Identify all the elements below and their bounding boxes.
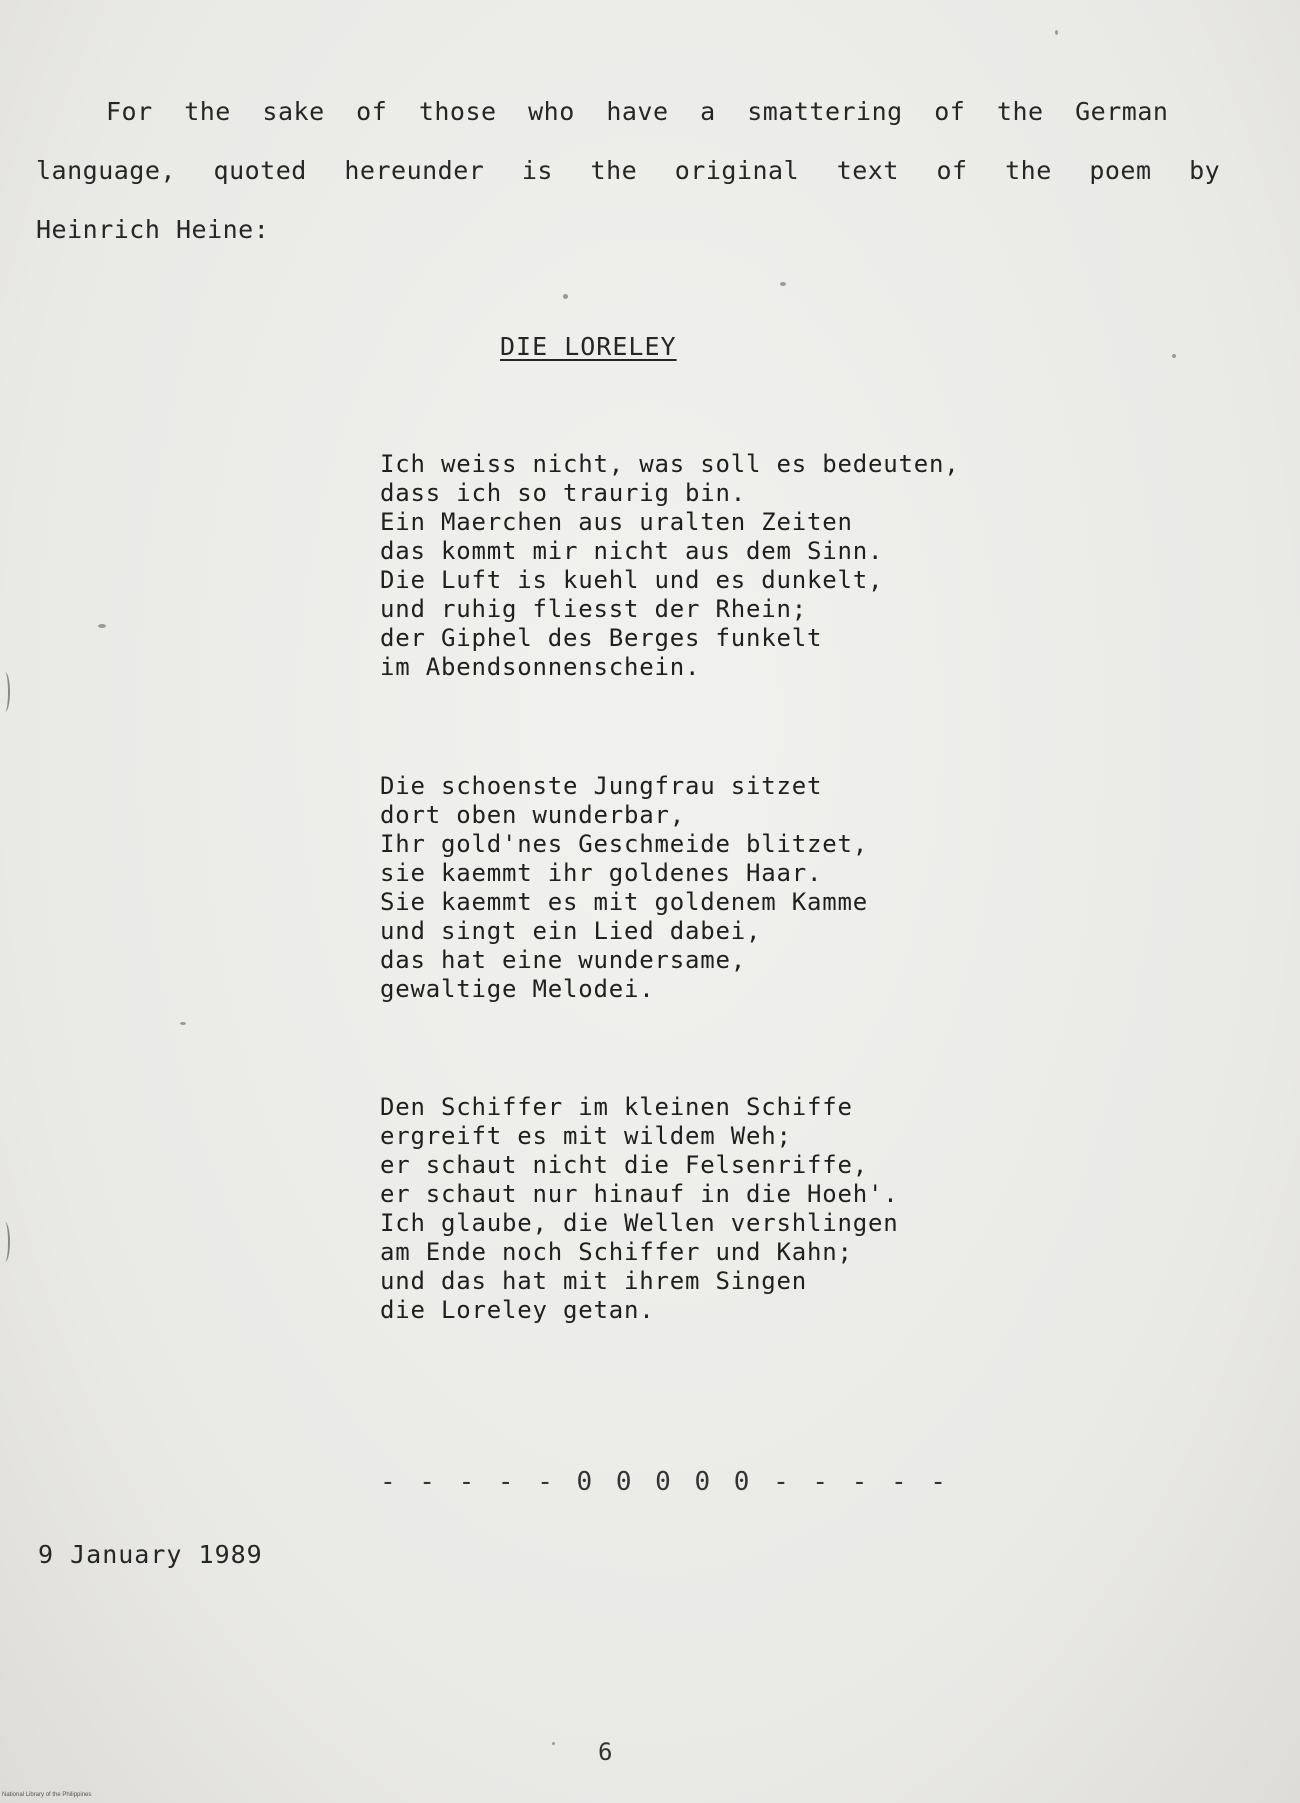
document-date: 9 January 1989 — [38, 1540, 263, 1569]
page-number: 6 — [598, 1738, 613, 1766]
verse-line: sie kaemmt ihr goldenes Haar. — [380, 859, 823, 887]
verse-line: die Loreley getan. — [380, 1296, 655, 1324]
scan-footer: National Library of the Philippines — [2, 1792, 92, 1798]
scan-speck — [1172, 354, 1176, 358]
scan-speck — [563, 294, 568, 299]
verse-line: der Giphel des Berges funkelt — [380, 624, 823, 652]
scan-edge-mark — [0, 1222, 10, 1262]
verse-line: Die Luft is kuehl und es dunkelt, — [380, 566, 884, 594]
stanza-2 — [380, 772, 868, 1004]
verse-line: dort oben wunderbar, — [380, 801, 685, 829]
verse-line: Ein Maerchen aus uralten Zeiten — [380, 508, 853, 536]
verse-line: Ich weiss nicht, was soll es bedeuten, — [380, 450, 960, 478]
verse-line: ergreift es mit wildem Weh; — [380, 1122, 792, 1150]
verse-line: Den Schiffer im kleinen Schiffe — [380, 1093, 853, 1121]
verse-line: er schaut nur hinauf in die Hoeh'. — [380, 1180, 899, 1208]
verse-line: Ich glaube, die Wellen vershlingen — [380, 1209, 899, 1237]
verse-line: und singt ein Lied dabei, — [380, 917, 762, 945]
verse-line: am Ende noch Schiffer und Kahn; — [380, 1238, 853, 1266]
scan-speck — [780, 282, 786, 286]
scan-speck — [552, 1742, 555, 1745]
scan-speck — [98, 624, 106, 628]
stanza-3 — [380, 1093, 898, 1325]
verse-line: und das hat mit ihrem Singen — [380, 1267, 807, 1295]
verse-line: gewaltige Melodei. — [380, 975, 655, 1003]
poem-title: DIE LORELEY — [500, 332, 677, 361]
verse-line: dass ich so traurig bin. — [380, 479, 746, 507]
verse-line: das kommt mir nicht aus dem Sinn. — [380, 537, 884, 565]
scan-speck — [1055, 30, 1058, 35]
verse-line: Die schoenste Jungfrau sitzet — [380, 772, 823, 800]
verse-line: und ruhig fliesst der Rhein; — [380, 595, 807, 623]
verse-line: Sie kaemmt es mit goldenem Kamme — [380, 888, 868, 916]
verse-line: das hat eine wundersame, — [380, 946, 746, 974]
verse-line: Ihr gold'nes Geschmeide blitzet, — [380, 830, 868, 858]
scan-speck — [180, 1022, 186, 1025]
intro-line-1: For the sake of those who have a smattering of the German — [106, 97, 1169, 126]
stanza-1 — [380, 450, 959, 682]
intro-line-2: language, quoted hereunder is the original text of the poem by — [36, 156, 1221, 185]
scan-edge-mark — [0, 672, 10, 712]
verse-line: er schaut nicht die Felsenriffe, — [380, 1151, 868, 1179]
intro-paragraph — [36, 82, 1221, 259]
section-separator: - - - - - 0 0 0 0 0 - - - - - — [380, 1467, 950, 1497]
verse-line: im Abendsonnenschein. — [380, 653, 701, 681]
intro-line-3: Heinrich Heine: — [36, 215, 270, 244]
